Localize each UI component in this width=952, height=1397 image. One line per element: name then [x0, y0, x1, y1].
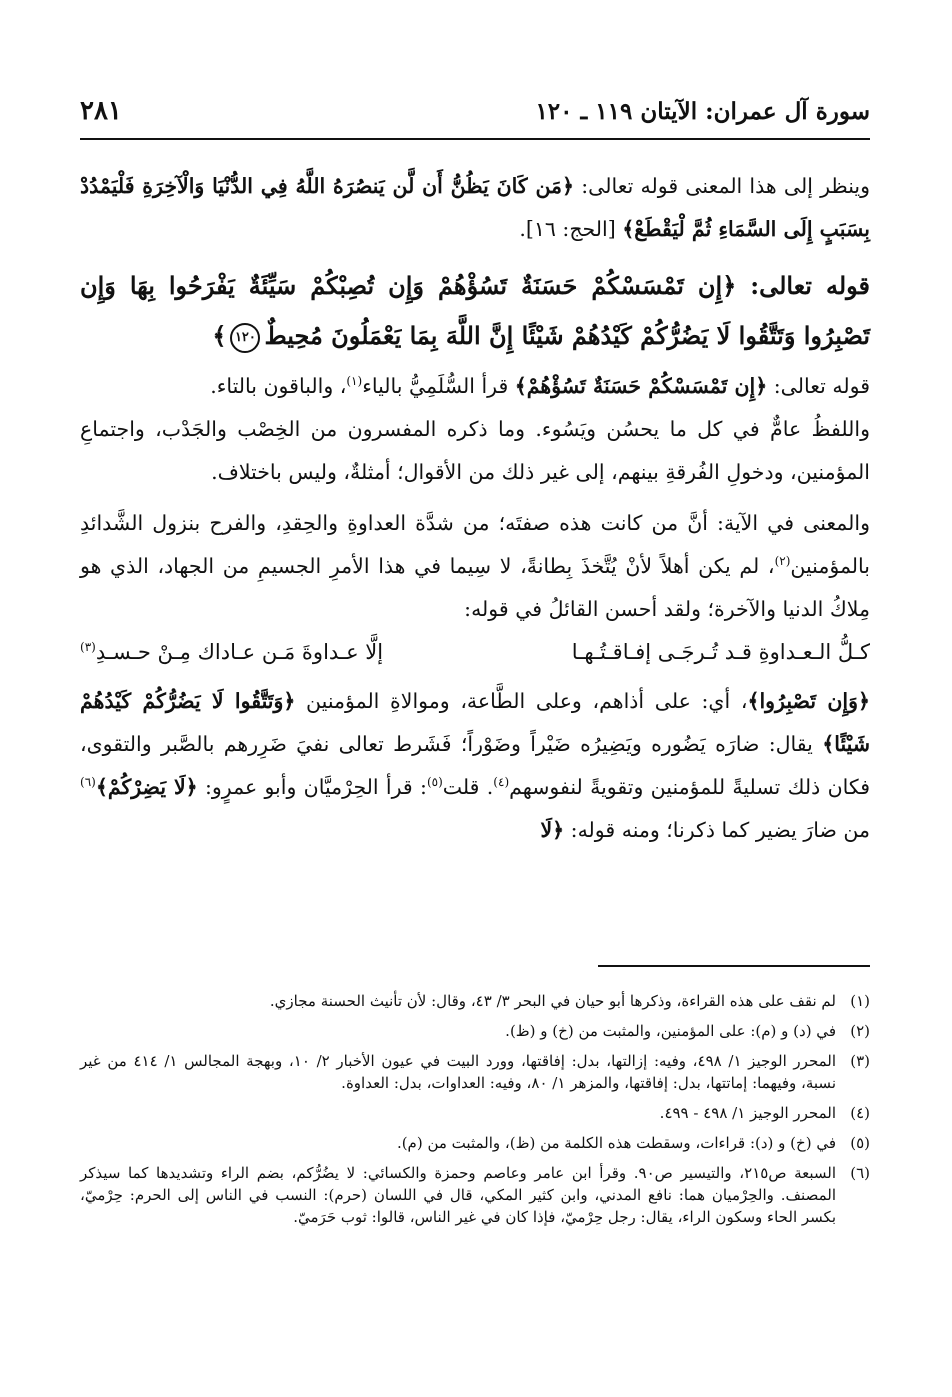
intro-paragraph	[80, 165, 870, 251]
page-header	[80, 92, 870, 140]
verse-close: ﴾	[212, 321, 227, 350]
page-number: ٢٨١	[80, 96, 122, 126]
footnote-number: (٦)	[850, 1164, 870, 1182]
footnote-number: (٤)	[850, 1104, 870, 1122]
paragraph-text: ، لم يكن أهلاً لأنْ يُتَّخذَ بِطانةً، لا سِيما في هذا الأمرِ الجسيمِ من الجهاد، الذي هو مِلاكُ الدنيا والآخرة؛ ولقد أحسن القائلُ في قوله:	[80, 554, 870, 621]
footnote-ref: (٤)	[493, 775, 510, 790]
verse-heading	[80, 261, 870, 361]
patience-paragraph	[80, 680, 870, 852]
quran-quote: ﴿لَا	[540, 818, 565, 842]
paragraph-text: : قرأ الحِرْميَّان وأبو عمرٍو:	[197, 775, 427, 799]
footnote-item	[80, 1102, 870, 1124]
paragraph-text: يقال: ضارَه يَضُوره ويَضِيرُه ضَيْراً وضَوْراً؛ فَشَرط تعالى نفيَ ضَرِرهم بالصَّبر والتقوى، فكان ذلك تسليةً للمؤمنين وتقويةً لنفوسهم	[80, 732, 871, 799]
footnote-item	[80, 1162, 870, 1228]
footnote-ref: (١)	[346, 374, 363, 389]
footnote-ref: (٢)	[774, 554, 791, 569]
footnote-ref: (٦)	[80, 775, 96, 790]
quran-quote: ﴿مَن كَانَ يَظُنُّ أَن لَّن يَنصُرَهُ اللَّهُ فِي الدُّنْيَا وَالْآخِرَةِ فَلْيَمْدُدْ بِسَبَبٍ إِلَى السَّمَاءِ ثُمَّ لْيَقْطَعْ﴾	[80, 174, 870, 241]
footnotes	[80, 990, 870, 1236]
footnote-text: المحرر الوجيز ١/ ٤٩٨، وفيه: إزالتها، بدل: إفاقتها، وورد البيت في عيون الأخبار ٢/ ١٠، وبهجة المجالس ١/ ٤١٤ من غير نسبة، وفيهما: إماتتها، بدل: إفاقتها، والمزهر ١/ ٨٠، وفيه: العداوات، بدل: العداوة.	[80, 1052, 837, 1092]
poem-hemistich-second: إلَّا عـداوةَ مَـن عـاداك مِـنْ حـسـدِ(٣)	[80, 631, 383, 674]
footnote-text: في (د) و (م): على المؤمنين، والمثبت من (خ) و (ظ).	[505, 1022, 836, 1040]
paragraph-text: . قلت	[442, 775, 494, 799]
quran-quote: ﴿وَتَتَّقُوا لَا يَضُرُّكُمْ كَيْدُهُمْ شَيْئًا﴾	[80, 689, 870, 756]
interpretation-paragraph	[80, 502, 870, 631]
verse-text: ﴿إِن تَمْسَسْكُمْ حَسَنَةٌ تَسُؤْهُمْ وَإِن تُصِبْكُمْ سَيِّئَةٌ يَفْرَحُوا بِهَا وَإِن تَصْبِرُوا وَتَتَّقُوا لَا يَضُرُّكُمْ كَيْدُهُمْ شَيْئًا إِنَّ اللَّهَ بِمَا يَعْمَلُونَ مُحِيطٌ	[80, 271, 870, 350]
footnote-separator	[598, 965, 870, 967]
citation: [الحج: ١٦].	[519, 217, 623, 241]
quran-quote: ﴿إِن تَمْسَسْكُمْ حَسَنَةٌ تَسُؤْهُمْ﴾	[514, 374, 768, 398]
poem-verse	[80, 631, 870, 674]
footnote-text: لم نقف على هذه القراءة، وذكرها أبو حيان في البحر ٣/ ٤٣، وقال: لأن تأنيث الحسنة مجازي.	[269, 992, 836, 1010]
paragraph-text: ، أي: على أذاهم، وعلى الطَّاعة، وموالاةِ المؤمنين	[295, 689, 748, 713]
quran-quote: ﴿لَا يَضِرْكُمْ﴾	[95, 775, 198, 799]
verse-number-marker: ١٢٠	[230, 323, 260, 353]
footnote-number: (٥)	[850, 1134, 870, 1152]
footnote-text: المحرر الوجيز ١/ ٤٩٨ - ٤٩٩.	[659, 1104, 836, 1122]
poem-hemistich-first: كـلُّ الـعـداوةِ قـد تُـرجَـى إفـاقـتُـهـا	[571, 640, 870, 664]
footnote-text: في (خ) و (د): قراءات، وسقطت هذه الكلمة من (ظ)، والمثبت من (م).	[396, 1134, 836, 1152]
meaning-paragraph: واللفظُ عامٌّ في كل ما يحسُن ويَسُوء. وما ذكره المفسرون من الخِصْب والجَدْب، واجتماعِ المؤمنين، ودخولِ الفُرقةِ بينهم، إلى غير ذلك من الأقوال؛ أمثلةٌ، وليس باختلاف.	[80, 417, 870, 484]
footnote-item	[80, 1020, 870, 1042]
paragraph-text: قوله تعالى:	[767, 374, 870, 398]
footnote-number: (١)	[850, 992, 870, 1010]
footnote-item	[80, 990, 870, 1012]
main-text	[80, 165, 870, 852]
paragraph-text: من ضارَ يضير كما ذكرنا؛ ومنه قوله:	[564, 818, 870, 842]
paragraph-text: وينظر إلى هذا المعنى قوله تعالى:	[574, 174, 870, 198]
footnote-item	[80, 1132, 870, 1154]
verse-lead: قوله تعالى:	[736, 271, 870, 300]
footnote-text: السبعة ص٢١٥، والتيسير ص٩٠. وقرأ ابن عامر وعاصم وحمزة والكسائي: لا يضُرُّكم، بضم الراء وتشديدها كما سيذكر المصنف. والحِرْميان هما: نافع المدني، وابن كثير المكي، قال في اللسان (حرم): النسب في الناس إلى الحرم: حِرْميّ، بكسر الحاء وسكون الراء، يقال: رجل حِرْميّ، فإذا كان في غير الناس، قالوا: ثوب حَرَميّ.	[80, 1164, 837, 1226]
footnote-item	[80, 1050, 870, 1094]
footnote-ref: (٥)	[426, 775, 443, 790]
paragraph-text: والمعنى في الآية: أنَّ من كانت هذه صفتَه؛ من شدَّة العداوةِ والحِقدِ، والفرح بنزول الشَّدائدِ بالمؤمنين	[80, 511, 870, 578]
footnote-number: (٢)	[850, 1022, 870, 1040]
quran-quote: ﴿وَإِن تَصْبِرُوا﴾	[747, 689, 870, 713]
surah-title: سورة آل عمران: الآيتان ١١٩ ـ ١٢٠	[535, 98, 870, 125]
footnote-number: (٣)	[850, 1052, 870, 1070]
paragraph-text: قرأ السُّلَمِيُّ بالياء	[362, 374, 515, 398]
paragraph-text: ، والباقون بالتاء.	[210, 374, 347, 398]
reading-paragraph	[80, 365, 870, 408]
poem-text: إلَّا عـداوةَ مَـن عـاداك مِـنْ حـسـدِ	[95, 640, 384, 664]
